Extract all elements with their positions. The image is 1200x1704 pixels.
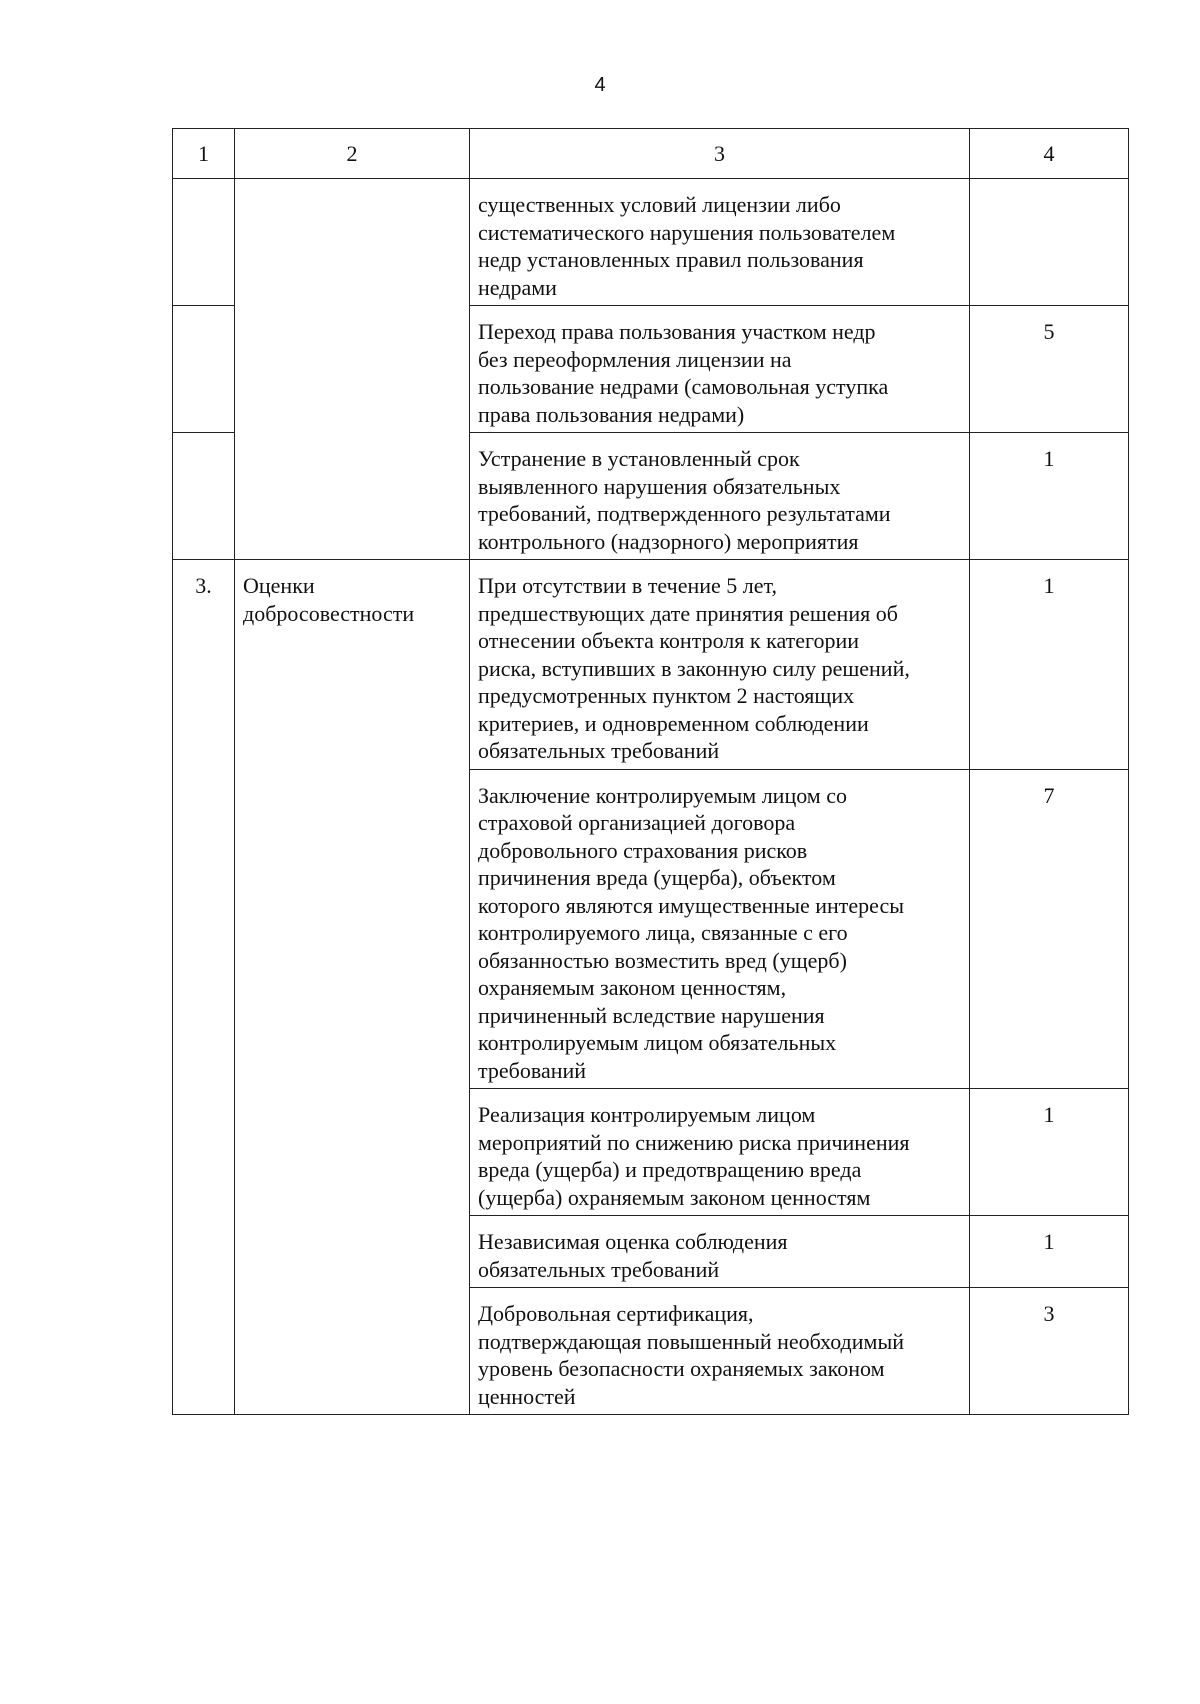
criterion-cell bbox=[470, 1216, 970, 1288]
score-cell: 7 bbox=[970, 769, 1129, 1089]
header-col-4: 4 bbox=[970, 129, 1129, 179]
criterion-text: При отсутствии в течение 5 лет, предшествующих дате принятия решения об отнесении объекта контроля к категории риска, вступивших в законную силу решений, предусмотренных пунктом 2 настоящих критериев, и одновременном соблюдении обязательных требований bbox=[478, 573, 910, 763]
score-cell: 1 bbox=[970, 1089, 1129, 1216]
criterion-text: Заключение контролируемым лицом со страховой организацией договора добровольного страхования рисков причинения вреда (ущерба), объектом которого являются имущественные интересы контролируемого лица, связанные с его обязанностью возместить вред (ущерб) охраняемым законом ценностям, причиненный вследствие нарушения контролируемым лицом обязательных требований bbox=[478, 782, 905, 1083]
criterion-text: существенных условий лицензии либо систематического нарушения пользователем недр установленных правил пользования недрами bbox=[478, 192, 896, 300]
table-row bbox=[173, 179, 1129, 306]
criterion-cell bbox=[470, 560, 970, 770]
score-cell: 1 bbox=[970, 433, 1129, 560]
criterion-cell bbox=[470, 1288, 970, 1415]
criterion-text: Реализация контролируемым лицом мероприятий по снижению риска причинения вреда (ущерба) и предотвращению вреда (ущерба) охраняемым законом ценностям bbox=[478, 1102, 910, 1210]
score-cell: 5 bbox=[970, 306, 1129, 433]
section-title: Оценки добросовестности bbox=[243, 573, 415, 626]
criterion-text: Устранение в установленный срок выявленного нарушения обязательных требований, подтвержденного результатами контрольного (надзорного) мероприятия bbox=[478, 446, 891, 554]
header-col-2: 2 bbox=[235, 129, 470, 179]
criterion-text: Независимая оценка соблюдения обязательных требований bbox=[478, 1229, 788, 1282]
criterion-text: Добровольная сертификация, подтверждающая повышенный необходимый уровень безопасности охраняемых законом ценностей bbox=[478, 1301, 905, 1409]
header-col-3: 3 bbox=[470, 129, 970, 179]
criterion-text: Переход права пользования участком недр без переоформления лицензии на пользование недрами (самовольная уступка права пользования недрами) bbox=[478, 319, 889, 427]
criterion-cell bbox=[470, 1089, 970, 1216]
score-cell: 3 bbox=[970, 1288, 1129, 1415]
header-row bbox=[173, 129, 1129, 179]
page-number: 4 bbox=[594, 74, 606, 96]
criteria-table bbox=[172, 128, 1129, 1415]
row-number-cell bbox=[173, 433, 235, 560]
row-number-cell bbox=[173, 179, 235, 306]
criterion-cell bbox=[470, 433, 970, 560]
score-cell bbox=[970, 179, 1129, 306]
score-cell: 1 bbox=[970, 560, 1129, 770]
table-row bbox=[173, 560, 1129, 770]
score-cell: 1 bbox=[970, 1216, 1129, 1288]
criterion-cell bbox=[470, 306, 970, 433]
section-title-cell bbox=[235, 560, 470, 1415]
criterion-cell bbox=[470, 179, 970, 306]
criterion-cell bbox=[470, 769, 970, 1089]
row-number-cell bbox=[173, 306, 235, 433]
header-col-1: 1 bbox=[173, 129, 235, 179]
section-number: 3. bbox=[173, 560, 235, 1415]
criteria-group-cell bbox=[235, 179, 470, 560]
